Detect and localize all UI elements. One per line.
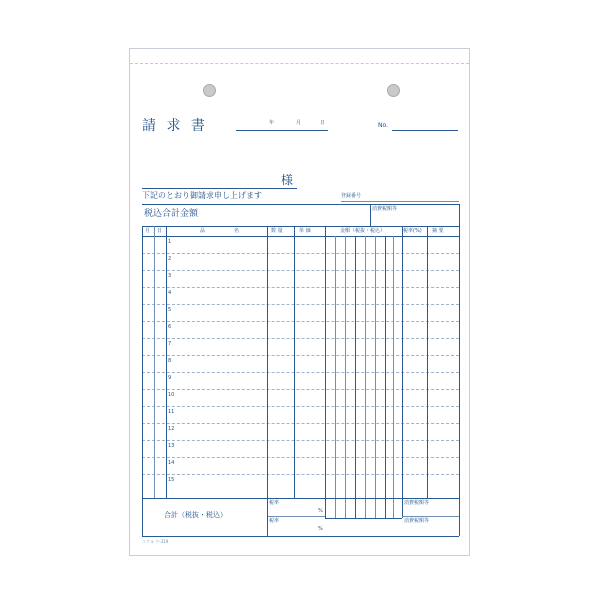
footer-tax-rate-label-2: 税率 <box>269 518 280 524</box>
footer-tax-amount-label-2: 消費税額等 <box>404 518 430 524</box>
table-right-border <box>459 204 460 536</box>
col-line-amount-sub-7 <box>393 236 394 518</box>
header-day: 日 <box>157 228 163 234</box>
row-number: 2 <box>168 256 172 262</box>
recipient-underline <box>142 188 297 189</box>
row-number: 3 <box>168 273 172 279</box>
table-row <box>142 321 459 322</box>
row-number: 13 <box>168 443 175 449</box>
row-number: 11 <box>168 409 175 415</box>
table-row <box>142 389 459 390</box>
row-number: 5 <box>168 307 172 313</box>
row-number: 9 <box>168 375 172 381</box>
col-line-date-item <box>166 226 167 498</box>
date-underline <box>236 130 328 131</box>
col-line-amount-sub-4 <box>365 236 366 518</box>
registration-number-label: 登録番号 <box>341 193 362 199</box>
date-month-label: 月 <box>296 120 302 126</box>
header-item-2: 名 <box>234 228 240 234</box>
invoice-sheet <box>129 48 470 556</box>
col-line-amount-sub-2 <box>345 236 346 518</box>
table-row <box>142 304 459 305</box>
row-number: 8 <box>168 358 172 364</box>
date-day-label: 日 <box>320 120 326 126</box>
summary-divider <box>370 204 371 226</box>
tax-inclusive-total-label: 税込合計金額 <box>144 209 199 219</box>
table-left-border <box>142 226 143 536</box>
col-line-amount-taxrate <box>402 226 403 518</box>
col-line-amount-sub-6 <box>385 236 386 518</box>
table-header-bottom-border <box>142 236 459 237</box>
header-unit-price: 単 価 <box>299 228 311 234</box>
row-number: 7 <box>168 341 172 347</box>
perforation-line <box>130 63 469 64</box>
footer-divider-left <box>267 498 268 536</box>
footer-bottom-border <box>142 536 459 537</box>
row-number: 12 <box>168 426 175 432</box>
col-line-amount-sub-3 <box>355 236 356 518</box>
col-line-amount-sub-1 <box>335 236 336 518</box>
document-title: 請 求 書 <box>142 118 208 134</box>
invoice-number-label: No. <box>378 122 388 129</box>
summary-bottom-border <box>142 226 459 227</box>
row-number: 1 <box>168 239 172 245</box>
footer-percent-1: % <box>318 508 323 514</box>
table-row <box>142 406 459 407</box>
col-line-price-amount <box>325 226 326 518</box>
header-remarks: 摘 要 <box>432 228 444 234</box>
row-number: 14 <box>168 460 175 466</box>
row-number: 15 <box>168 477 175 483</box>
invoice-intro-text: 下記のとおり御請求申し上げます <box>142 191 262 200</box>
table-row <box>142 372 459 373</box>
header-month: 月 <box>145 228 151 234</box>
header-tax-rate: 税率(%) <box>403 228 422 234</box>
registration-number-underline <box>341 201 459 202</box>
row-number: 6 <box>168 324 172 330</box>
footer-percent-2: % <box>318 526 323 532</box>
footer-tax-rate-divider <box>267 516 325 517</box>
col-line-amount-sub-5 <box>375 236 376 518</box>
row-number: 10 <box>168 392 175 398</box>
table-row <box>142 440 459 441</box>
footer-total-label: 合計（税抜・税込） <box>164 511 227 519</box>
binding-hole-right <box>387 84 400 97</box>
row-number: 4 <box>168 290 172 296</box>
footer-amount-bottom <box>325 518 402 519</box>
invoice-number-underline <box>392 130 458 131</box>
table-row <box>142 474 459 475</box>
table-row <box>142 457 459 458</box>
table-row <box>142 270 459 271</box>
table-row <box>142 287 459 288</box>
table-row <box>142 355 459 356</box>
table-body-bottom-border <box>142 498 459 499</box>
table-row <box>142 338 459 339</box>
table-row <box>142 253 459 254</box>
header-amount: 金額（税抜・税込） <box>340 228 386 234</box>
header-quantity: 数 量 <box>271 228 283 234</box>
recipient-honorific: 様 <box>281 173 294 187</box>
product-code: コクヨ ウ-319 <box>142 539 169 544</box>
header-item-1: 品 <box>200 228 206 234</box>
col-line-quantity-price <box>294 226 295 498</box>
footer-tax-amount-label-1: 消費税額等 <box>404 500 430 506</box>
summary-top-border <box>142 204 459 205</box>
footer-tax-amount-divider <box>402 516 459 517</box>
col-line-taxrate-remarks <box>427 226 428 498</box>
consumption-tax-label: 消費税額等 <box>372 206 398 212</box>
table-row <box>142 423 459 424</box>
col-line-month-day <box>154 226 155 498</box>
col-line-item-quantity <box>267 226 268 498</box>
footer-tax-rate-label-1: 税率 <box>269 500 280 506</box>
binding-hole-left <box>203 84 216 97</box>
date-year-label: 年 <box>269 120 275 126</box>
